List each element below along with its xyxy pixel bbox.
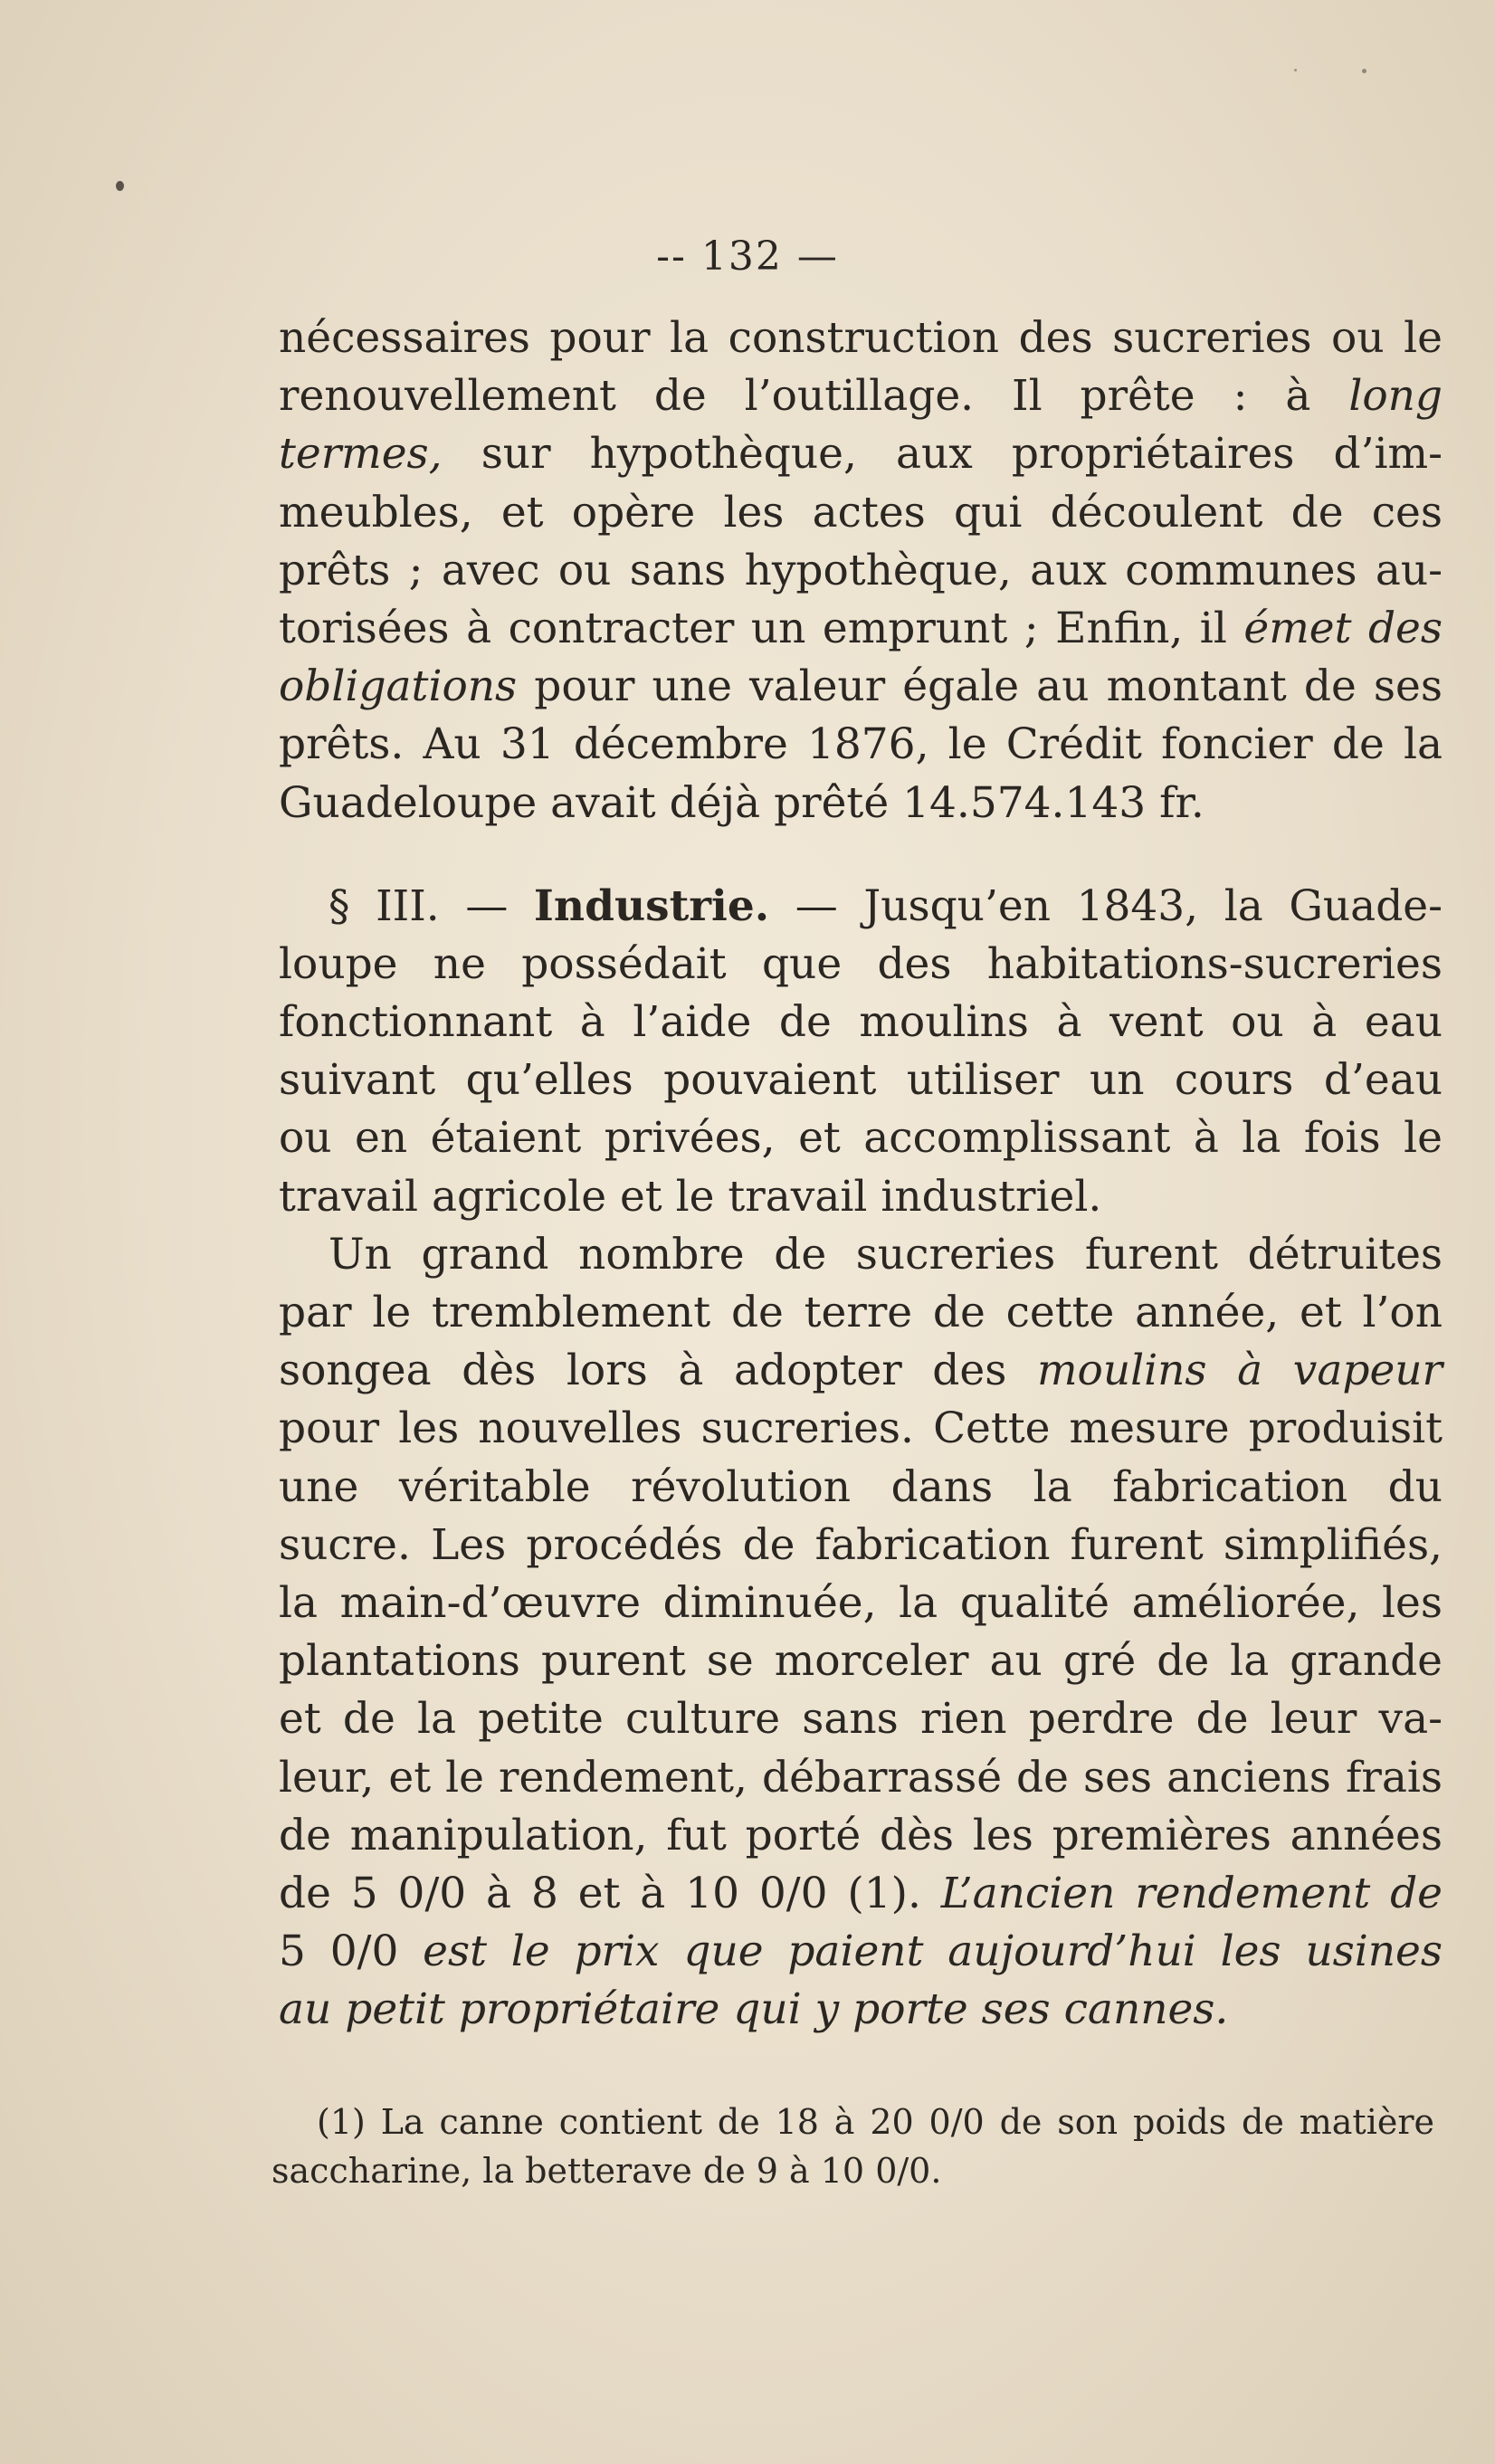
text-line: au petit propriétaire qui y porte ses cannes. (279, 1984, 1229, 2035)
text-line: travail agricole et le travail industriel. (279, 1171, 1102, 1222)
text-line: torisées à contracter un emprunt ; Enfin, il émet des (279, 603, 1443, 653)
text-line: Guadeloupe avait déjà prêté 14.574.143 fr. (279, 777, 1205, 828)
footnote-line: (1) La canne contient de 18 à 20 0/0 de son poids de matière (317, 2102, 1434, 2142)
page-number: -- 132 — (656, 233, 839, 280)
text-line: sucre. Les procédés de fabrication furent simplifiés, (279, 1519, 1443, 1570)
text-line: par le tremblement de terre de cette année, et l’on (279, 1288, 1443, 1337)
footnote (271, 2098, 1434, 2195)
text-line: renouvellement de l’outillage. Il prête : à long (279, 371, 1443, 422)
text-line: Un grand nombre de sucreries furent détruites (329, 1229, 1443, 1280)
ink-spot (1362, 69, 1366, 73)
text-line: la main-d’œuvre diminuée, la qualité améliorée, les (279, 1577, 1443, 1628)
text-line: ou en étaient privées, et accomplissant à la fois le (279, 1113, 1443, 1164)
text-line: meubles, et opère les actes qui découlent de ces (279, 487, 1443, 538)
text-line: prêts. Au 31 décembre 1876, le Crédit foncier de la (279, 719, 1443, 770)
text-line: pour les nouvelles sucreries. Cette mesure produisit (279, 1403, 1443, 1454)
section-heading-line: § III. — Industrie. — Jusqu’en 1843, la Guade- (329, 880, 1443, 931)
section-title: Industrie. (533, 880, 770, 931)
text-line: plantations purent se morceler au gré de la grande (279, 1636, 1443, 1687)
text-line: 5 0/0 est le prix que paient aujourd’hui les usines (279, 1926, 1443, 1977)
ink-spot (116, 181, 124, 191)
text-line: termes, sur hypothèque, aux propriétaires d’im- (279, 429, 1443, 480)
paragraph-gap (279, 832, 1443, 878)
text-line: songea dès lors à adopter des moulins à vapeur (279, 1346, 1443, 1396)
text-line: prêts ; avec ou sans hypothèque, aux communes au- (279, 545, 1443, 595)
footnote-line: saccharine, la betterave de 9 à 10 0/0. (271, 2151, 942, 2191)
body-text (279, 309, 1443, 2039)
text-line: de manipulation, fut porté dès les premières années (279, 1810, 1443, 1860)
text-line: obligations pour une valeur égale au montant de ses (279, 661, 1443, 712)
text-line: nécessaires pour la construction des sucreries ou le (279, 313, 1443, 363)
ink-spot (1294, 69, 1297, 71)
text-line: leur, et le rendement, débarrassé de ses anciens frais (279, 1752, 1443, 1803)
text-line: fonctionnant à l’aide de moulins à vent ou à eau (279, 997, 1443, 1048)
text-line: de 5 0/0 à 8 et à 10 0/0 (1). L’ancien rendement de (279, 1868, 1443, 1918)
text-line: et de la petite culture sans rien perdre de leur va- (279, 1694, 1443, 1745)
text-line: suivant qu’elles pouvaient utiliser un cours d’eau (279, 1055, 1443, 1106)
text-line: loupe ne possédait que des habitations-sucreries (279, 938, 1443, 989)
text-line: une véritable révolution dans la fabrication du (279, 1461, 1443, 1512)
